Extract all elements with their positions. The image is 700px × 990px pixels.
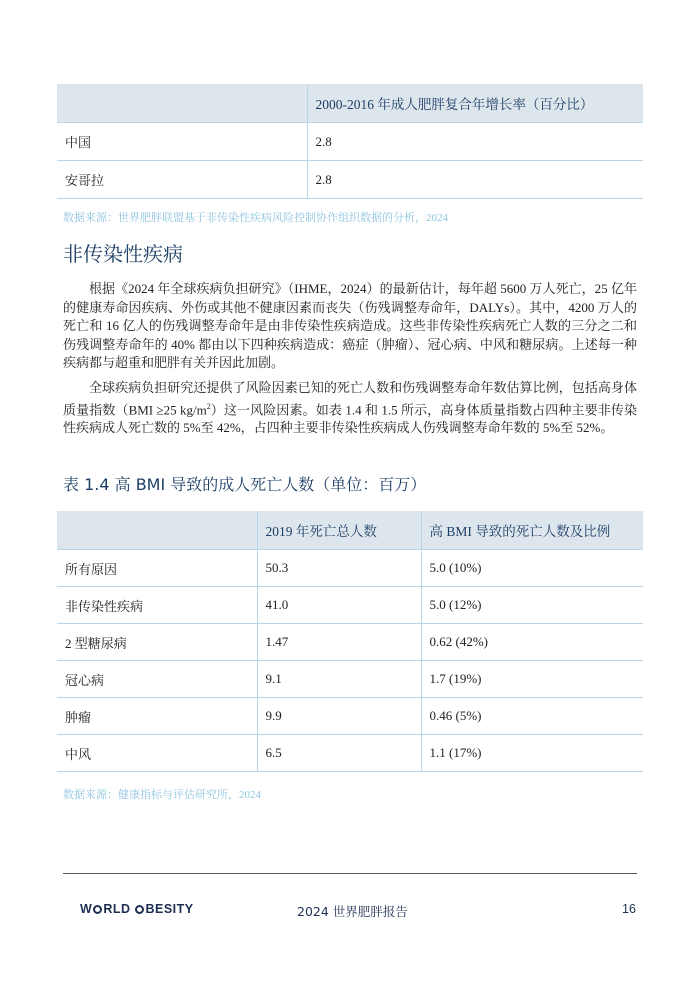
logo-circle-icon — [135, 905, 144, 914]
table-header-cell: 高 BMI 导致的死亡人数及比例 — [421, 511, 643, 550]
growth-rate-table — [57, 84, 643, 199]
table-cell: 6.5 — [257, 735, 421, 772]
table-row — [57, 698, 643, 735]
table1-source-note: 数据来源：世界肥胖联盟基于非传染性疾病风险控制协作组织数据的分析，2024 — [63, 212, 448, 224]
table-cell: 5.0 (12%) — [421, 587, 643, 624]
table-cell: 所有原因 — [57, 550, 257, 587]
table-cell: 0.62 (42%) — [421, 624, 643, 661]
table-cell: 5.0 (10%) — [421, 550, 643, 587]
table-cell: 中国 — [57, 123, 307, 161]
table-row — [57, 550, 643, 587]
table-header-row — [57, 84, 643, 123]
logo-text-w: W — [80, 902, 93, 916]
table-cell: 1.7 (19%) — [421, 661, 643, 698]
table-cell: 9.9 — [257, 698, 421, 735]
logo-circle-icon — [93, 905, 102, 914]
table2-title: 表 1.4 高 BMI 导致的成人死亡人数（单位：百万） — [63, 475, 427, 494]
table-cell: 1.1 (17%) — [421, 735, 643, 772]
page-number: 16 — [622, 902, 636, 916]
logo-text-rld: RLD — [103, 902, 135, 916]
table-header-row — [57, 511, 643, 550]
table-cell: 中风 — [57, 735, 257, 772]
body-paragraph-2 — [63, 379, 637, 438]
world-obesity-logo — [80, 902, 194, 916]
paragraph2-text-after: ）这一风险因素。如表 1.4 和 1.5 所示，高身体质量指数占四种主要非传染性疾病成人死亡数的 5%至 42%，占四种主要非传染性疾病成人伤残调整寿命年数的 5%至 52%。 — [63, 401, 637, 436]
table-cell: 安哥拉 — [57, 161, 307, 199]
table-row — [57, 587, 643, 624]
table-cell: 41.0 — [257, 587, 421, 624]
section-title: 非传染性疾病 — [63, 242, 183, 266]
table-cell: 2.8 — [307, 161, 643, 199]
table-row — [57, 161, 643, 199]
footer-divider — [63, 873, 637, 874]
table-row — [57, 735, 643, 772]
table-row — [57, 123, 643, 161]
bmi-deaths-table — [57, 511, 643, 772]
table-cell: 1.47 — [257, 624, 421, 661]
table-cell: 2.8 — [307, 123, 643, 161]
table-cell: 50.3 — [257, 550, 421, 587]
table-row — [57, 624, 643, 661]
table-cell: 2 型糖尿病 — [57, 624, 257, 661]
table-header-cell: 2019 年死亡总人数 — [257, 511, 421, 550]
table-cell: 冠心病 — [57, 661, 257, 698]
table-cell: 肿瘤 — [57, 698, 257, 735]
paragraph2-text-before: 全球疾病负担研究还提供了风险因素已知的死亡人数和伤残调整寿命年数估算比例，包括高身体质量指数（BMI ≥25 kg/m — [63, 380, 637, 417]
table-header-cell — [57, 84, 307, 123]
table-cell: 0.46 (5%) — [421, 698, 643, 735]
table-header-cell — [57, 511, 257, 550]
table-row — [57, 661, 643, 698]
footer-report-title: 2024 世界肥胖报告 — [297, 904, 408, 919]
superscript-2: 2 — [206, 401, 211, 411]
table-cell: 非传染性疾病 — [57, 587, 257, 624]
body-paragraph-1: 根据《2024 年全球疾病负担研究》（IHME，2024）的最新估计，每年超 5600 万人死亡，25 亿年的健康寿命因疾病、外伤或其他不健康因素而丧失（伤残调整寿命年，DALYs）。其中，4200 万人的死亡和 16 亿人的伤残调整寿命年是由非传染性疾病造成。这些非传染性疾病死亡人数的三分之二和伤残调整寿命年的 40% 都由以下四种疾病造成：癌症（肿瘤）、冠心病、中风和糖尿病。上述每一种疾病都与超重和肥胖有关并因此加剧。 — [63, 281, 637, 370]
table-cell: 9.1 — [257, 661, 421, 698]
table2-source-note: 数据来源：健康指标与评估研究所，2024 — [63, 789, 261, 801]
table-header-cell: 2000-2016 年成人肥胖复合年增长率（百分比） — [307, 84, 643, 123]
logo-text-besity: BESITY — [145, 902, 194, 916]
